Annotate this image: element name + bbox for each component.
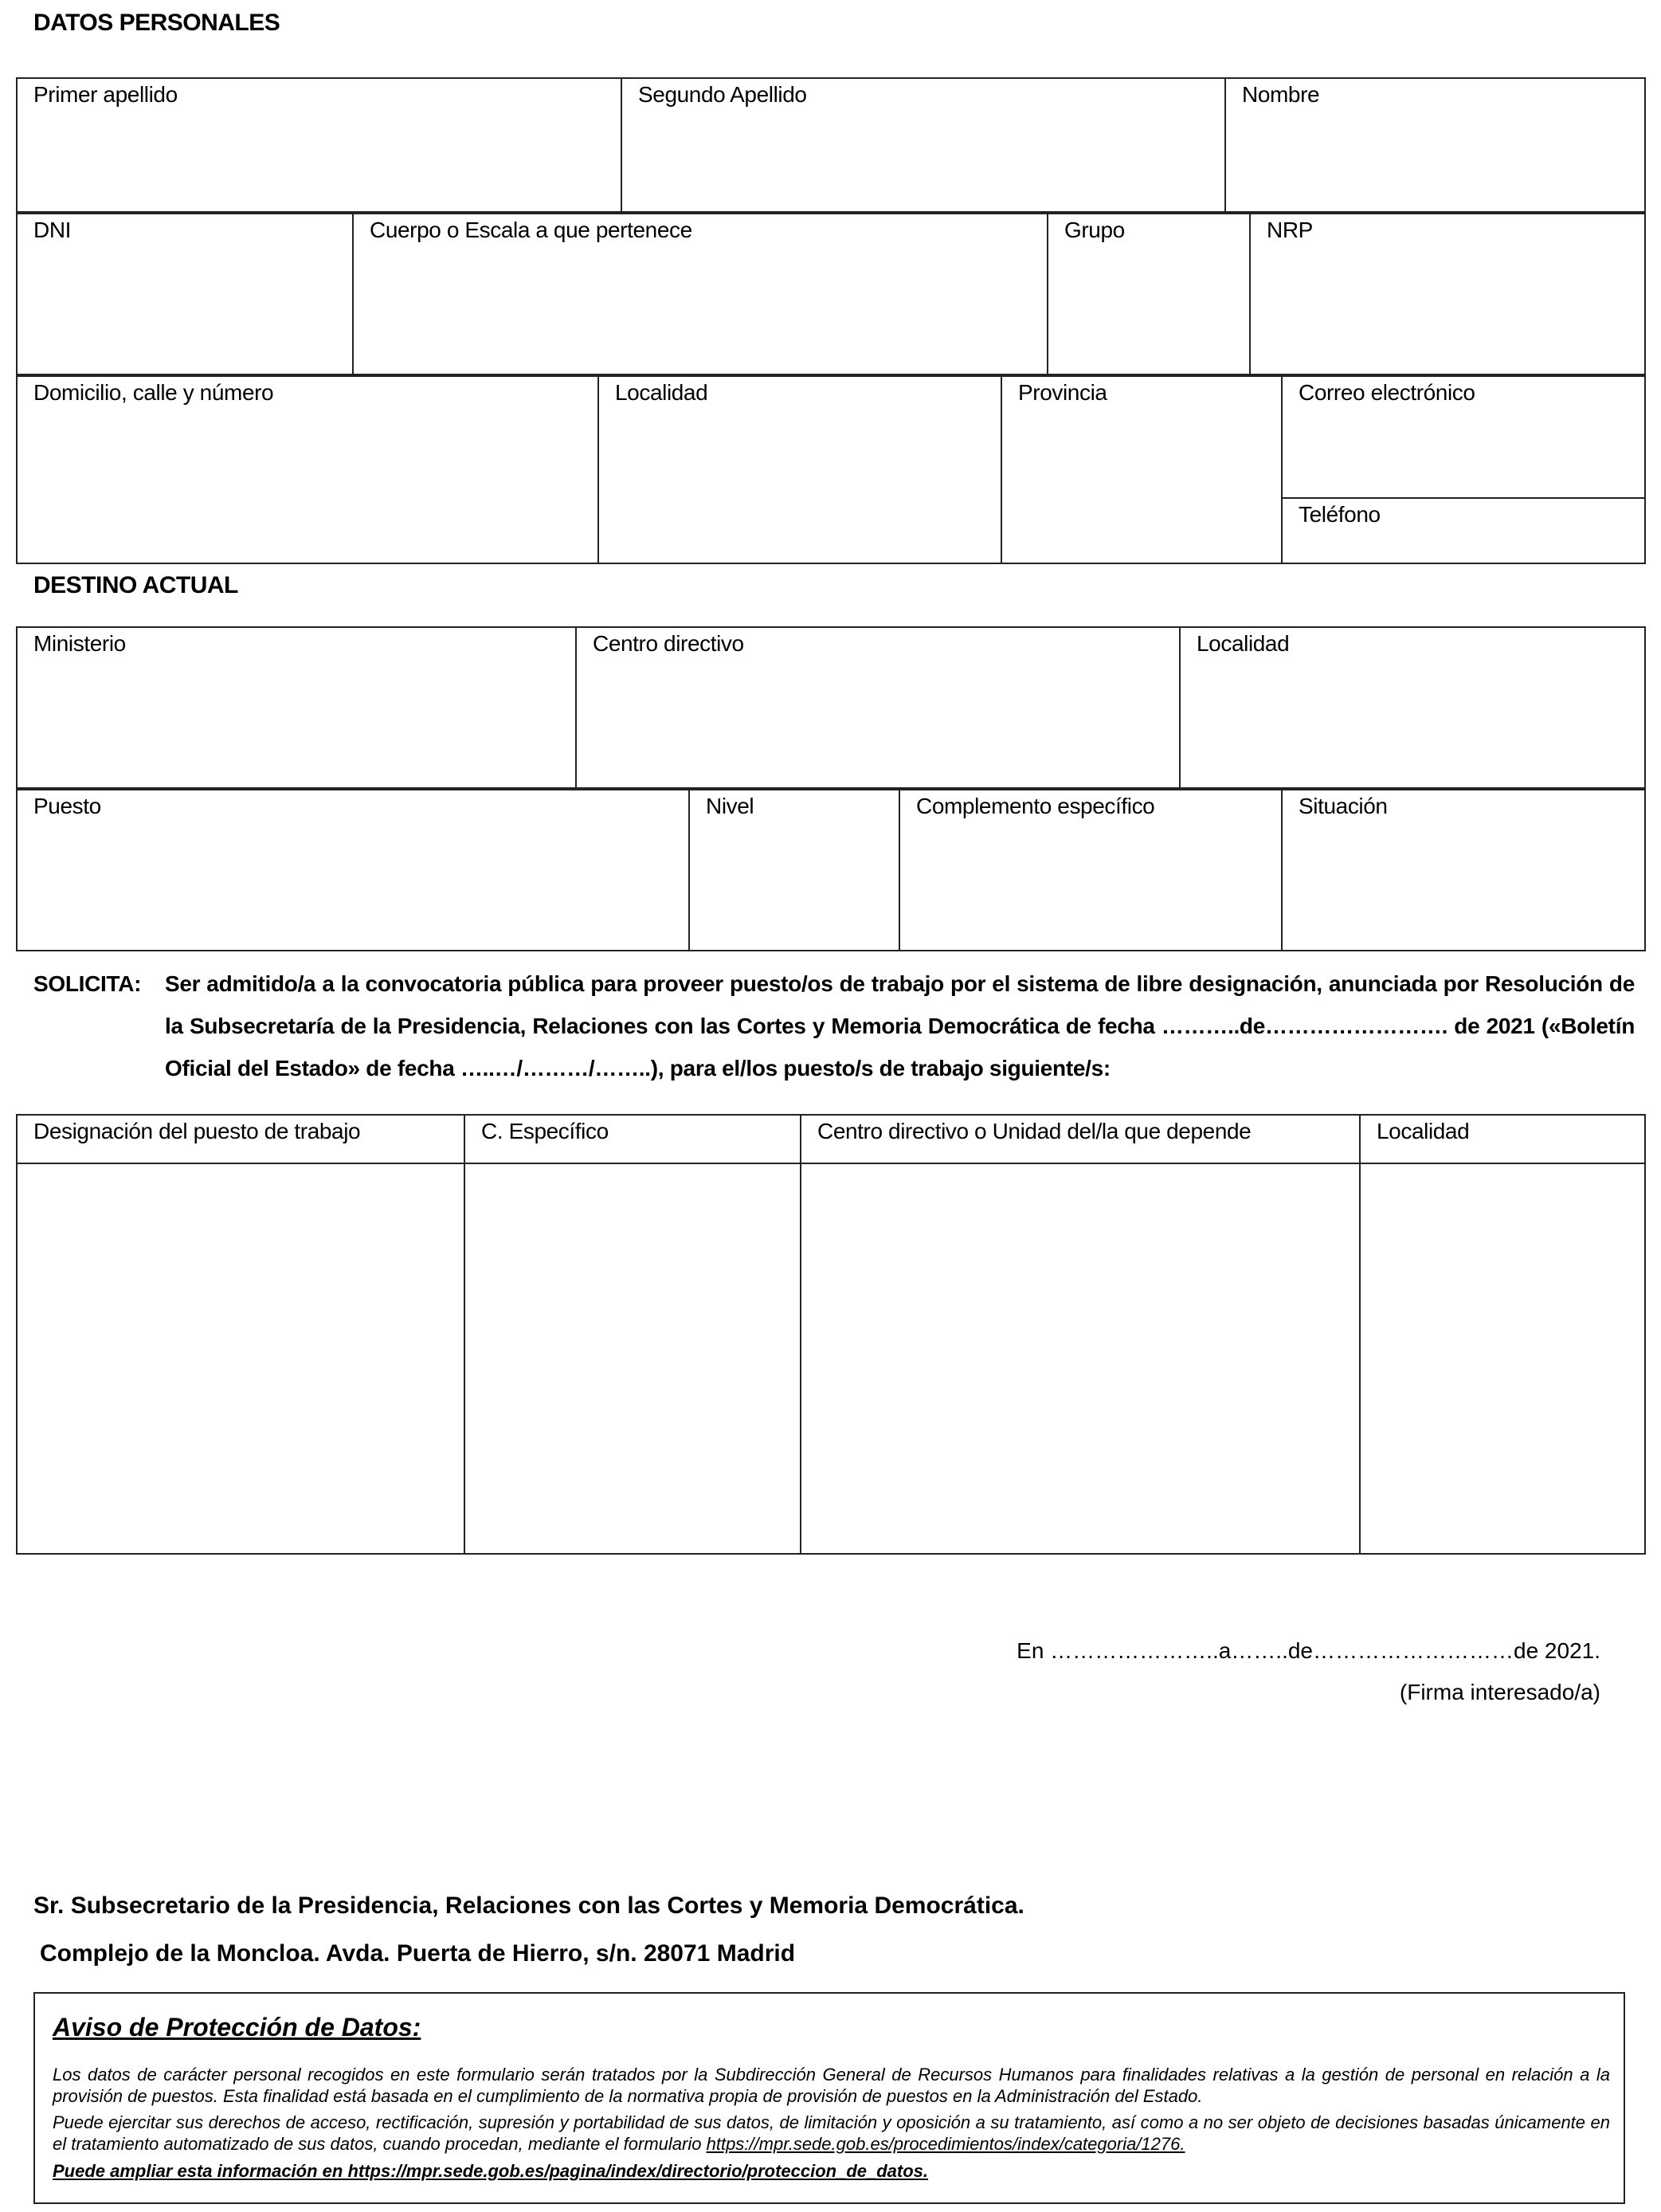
- designacion-cell[interactable]: [17, 1163, 464, 1554]
- centro-directivo-cell[interactable]: [801, 1163, 1360, 1554]
- telefono-label: Teléfono: [1299, 502, 1381, 527]
- header-localidad: Localidad: [1360, 1115, 1645, 1163]
- destinatario-line2: Complejo de la Moncloa. Avda. Puerta de Hierro, s/n. 28071 Madrid: [40, 1940, 796, 1967]
- header-designacion: Designación del puesto de trabajo: [17, 1115, 464, 1163]
- destino-actual-row2: [16, 789, 1646, 951]
- puestos-table: [16, 1114, 1646, 1555]
- table-row: [17, 1163, 1645, 1554]
- puesto-label: Puesto: [33, 794, 101, 818]
- aviso-form-link[interactable]: https://mpr.sede.gob.es/procedimientos/index/categoria/1276.: [706, 2134, 1185, 2154]
- nombre-label: Nombre: [1242, 82, 1320, 107]
- section-title-destino-actual: DESTINO ACTUAL: [33, 572, 238, 598]
- primer-apellido-field[interactable]: [17, 78, 621, 212]
- aviso-p2-text: Puede ejercitar sus derechos de acceso, rectificación, supresión y portabilidad de sus datos, de limitación y oposición a su tratamiento, así como a no ser objeto de decisiones basadas únicamente en el tratamiento automatizado de sus datos, cuando procedan, mediante el formulario: [53, 2112, 1610, 2154]
- domicilio-field[interactable]: [17, 376, 598, 563]
- correo-field[interactable]: [1282, 376, 1645, 498]
- nrp-label: NRP: [1267, 218, 1313, 242]
- provincia-label: Provincia: [1018, 380, 1107, 405]
- aviso-title: Aviso de Protección de Datos:: [53, 2013, 421, 2041]
- situacion-field[interactable]: [1282, 790, 1645, 951]
- localidad-label: Localidad: [615, 380, 708, 405]
- section-title-datos-personales: DATOS PERSONALES: [33, 10, 280, 36]
- telefono-field[interactable]: [1282, 498, 1645, 563]
- dni-label: DNI: [33, 218, 72, 242]
- localidad-cell[interactable]: [1360, 1163, 1645, 1554]
- firma-block: [1017, 1630, 1600, 1713]
- nivel-field[interactable]: [689, 790, 899, 951]
- puesto-field[interactable]: [17, 790, 689, 951]
- datos-personales-row1: [16, 77, 1646, 213]
- complemento-field[interactable]: [899, 790, 1282, 951]
- c-especifico-cell[interactable]: [464, 1163, 801, 1554]
- ministerio-field[interactable]: [17, 627, 576, 788]
- aviso-paragraph-2: [53, 2112, 1610, 2155]
- cuerpo-escala-label: Cuerpo o Escala a que pertenece: [370, 218, 692, 242]
- primer-apellido-label: Primer apellido: [33, 82, 178, 107]
- ministerio-label: Ministerio: [33, 631, 126, 656]
- centro-directivo-label: Centro directivo: [593, 631, 744, 656]
- header-c-especifico: C. Específico: [464, 1115, 801, 1163]
- aviso-paragraph-1: Los datos de carácter personal recogidos en este formulario serán tratados por la Subdirección General de Recursos Humanos para finalidades relativas a la gestión de personal en relación a la provisión de puestos. Esta finalidad está basada en el cumplimiento de la normativa propia de provisión de puestos en la Administración del Estado.: [53, 2065, 1610, 2106]
- datos-personales-row3: [16, 375, 1646, 564]
- complemento-label: Complemento específico: [916, 794, 1155, 818]
- segundo-apellido-label: Segundo Apellido: [638, 82, 807, 107]
- header-centro-directivo: Centro directivo o Unidad del/la que depende: [801, 1115, 1360, 1163]
- localidad-field[interactable]: [598, 376, 1001, 563]
- situacion-label: Situación: [1299, 794, 1388, 818]
- nrp-field[interactable]: [1250, 214, 1645, 375]
- aviso-proteccion-datos: [33, 1992, 1625, 2204]
- provincia-field[interactable]: [1001, 376, 1282, 563]
- centro-directivo-field[interactable]: [576, 627, 1180, 788]
- puestos-table-header: [17, 1115, 1645, 1163]
- grupo-label: Grupo: [1064, 218, 1125, 242]
- correo-label: Correo electrónico: [1299, 380, 1475, 405]
- destino-localidad-field[interactable]: [1180, 627, 1645, 788]
- destino-localidad-label: Localidad: [1197, 631, 1290, 656]
- grupo-field[interactable]: [1048, 214, 1250, 375]
- solicita-label: SOLICITA:: [33, 971, 142, 996]
- nivel-label: Nivel: [706, 794, 754, 818]
- cuerpo-escala-field[interactable]: [353, 214, 1048, 375]
- nombre-field[interactable]: [1225, 78, 1645, 212]
- place-date-line: En …………………..a……..de………………………de 2021.: [1017, 1638, 1600, 1663]
- domicilio-label: Domicilio, calle y número: [33, 380, 274, 405]
- destino-actual-row1: [16, 626, 1646, 789]
- solicita-text: Ser admitido/a a la convocatoria pública para proveer puesto/os de trabajo por el sistema de libre designación, anunciada por Resolución de la Subsecretaría de la Presidencia, Relaciones con las Cortes y Memoria Democrática de fecha ………..de……………………. de 2021 («Boletín Oficial del Estado» de fecha …..…/………/……..), para el/los puesto/s de trabajo siguiente/s:: [165, 971, 1635, 1081]
- signature-label: (Firma interesado/a): [1399, 1680, 1600, 1704]
- datos-personales-row2: [16, 213, 1646, 375]
- destinatario-line1: Sr. Subsecretario de la Presidencia, Relaciones con las Cortes y Memoria Democrática.: [33, 1892, 1024, 1919]
- segundo-apellido-field[interactable]: [621, 78, 1225, 212]
- dni-field[interactable]: [17, 214, 353, 375]
- aviso-paragraph-3[interactable]: Puede ampliar esta información en https://mpr.sede.gob.es/pagina/index/directorio/proteccion_de_datos.: [53, 2161, 929, 2181]
